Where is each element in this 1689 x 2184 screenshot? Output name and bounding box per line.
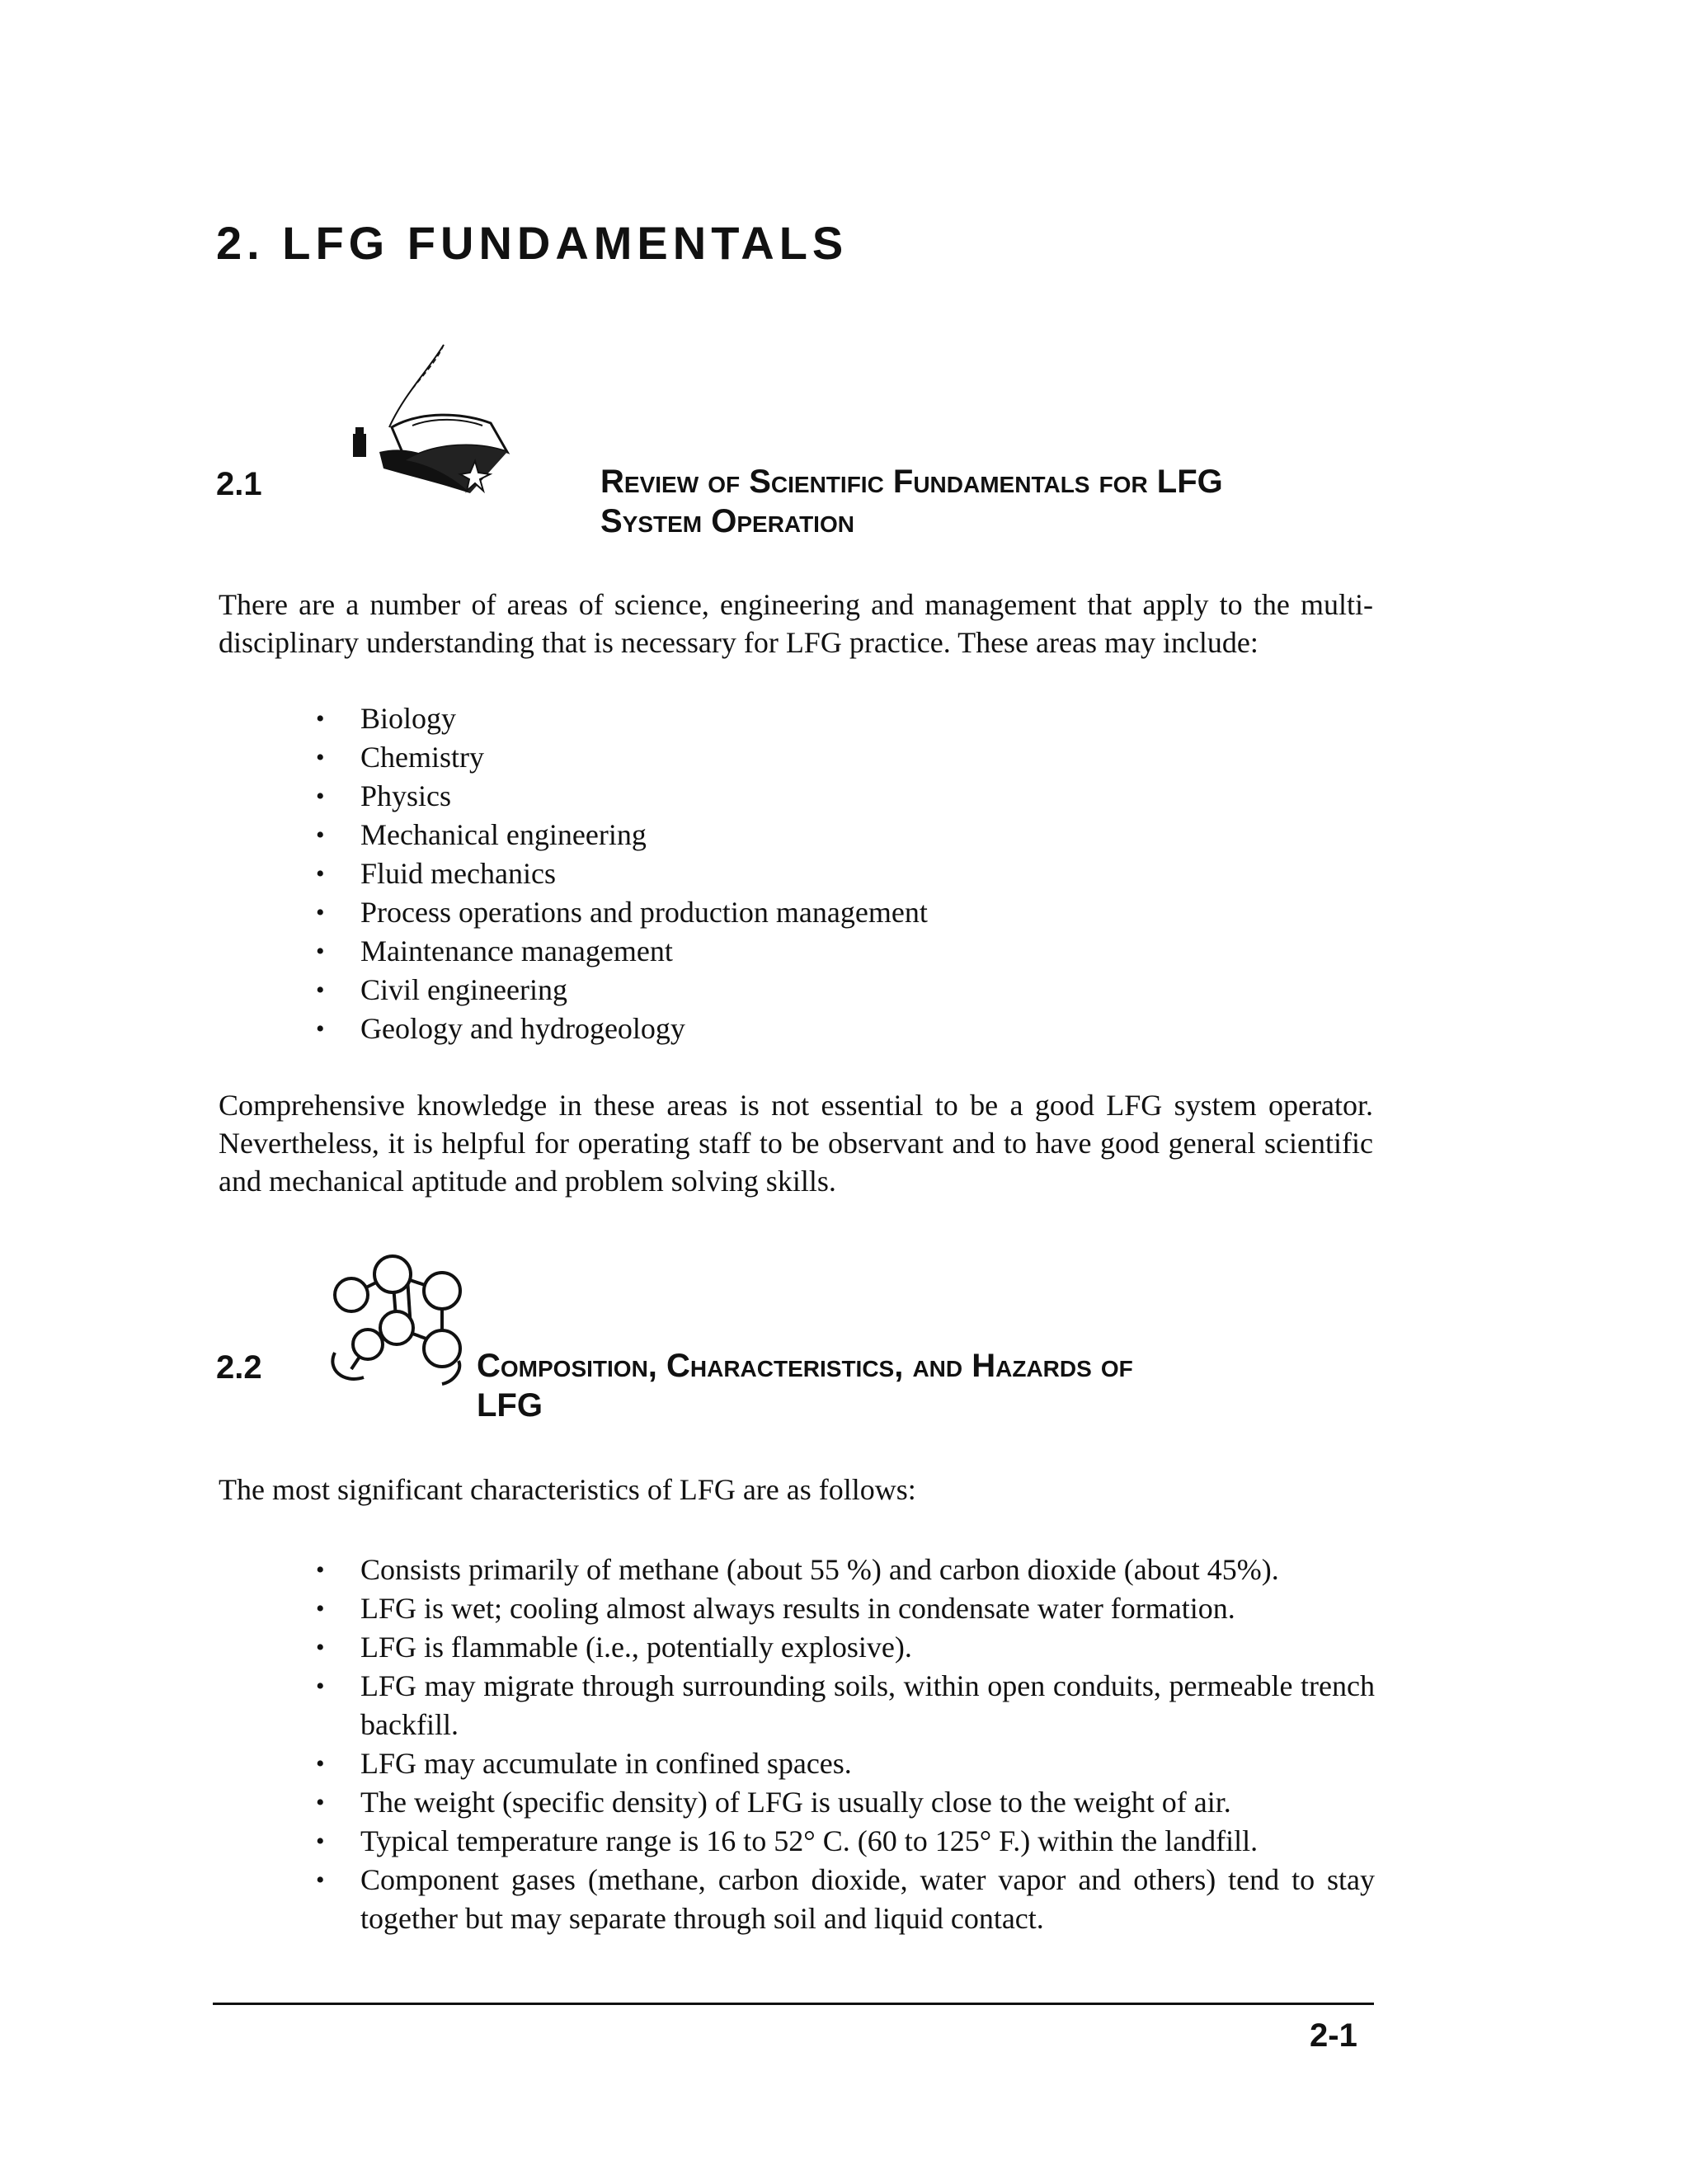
section-2-2-number: 2.2 [216,1349,262,1386]
list-item-text: The weight (specific density) of LFG is usually close to the weight of air. [360,1786,1231,1819]
list-item [316,1628,1375,1667]
bullet-icon: • [316,1556,325,1584]
list-item-text: Chemistry [360,741,484,774]
list-item [316,1861,1375,1938]
bullet-icon: • [316,705,325,732]
list-item-text: Geology and hydrogeology [360,1012,685,1045]
list-item-text: Component gases (methane, carbon dioxide, water vapor and others) tend to stay together but may separate through soil and liquid contact. [360,1863,1375,1935]
list-item-text: Physics [360,779,452,812]
list-item [316,1589,1375,1628]
book-quill-icon [346,337,536,501]
bullet-icon: • [316,1634,325,1661]
chapter-title: 2. LFG FUNDAMENTALS [216,217,849,269]
list-item [316,1783,1375,1822]
list-item-text: LFG may migrate through surrounding soils, within open conduits, permeable trench backfill. [360,1669,1375,1741]
bullet-icon: • [316,1789,325,1816]
section-2-2-title-line1: Composition, Characteristics, and Hazards of [477,1348,1133,1384]
list-item-text: Process operations and production management [360,896,928,929]
list-item [316,777,1375,816]
list-item [316,854,1375,893]
bullet-icon: • [316,744,325,771]
list-item-text: Consists primarily of methane (about 55 %) and carbon dioxide (about 45%). [360,1553,1279,1586]
list-item [316,1822,1375,1861]
list-item-text: Typical temperature range is 16 to 52° C. (60 to 125° F.) within the landfill. [360,1824,1259,1857]
list-item-text: LFG may accumulate in confined spaces. [360,1747,852,1780]
bullet-icon: • [316,938,325,965]
section-2-1-title [600,462,1223,541]
list-item [316,816,1375,854]
section-2-1-title-line2: System Operation [600,503,854,539]
list-item [316,932,1375,971]
list-item [316,893,1375,932]
list-item [316,738,1375,777]
list-item-text: LFG is wet; cooling almost always results in condensate water formation. [360,1592,1235,1625]
list-item-text: Fluid mechanics [360,857,556,890]
page-number: 2-1 [1310,2017,1357,2054]
bullet-icon: • [316,1595,325,1622]
list-item [316,1667,1375,1744]
footer-rule [213,2003,1374,2005]
bullet-icon: • [316,860,325,887]
list-item [316,699,1375,738]
section-2-2-title-line2: LFG [477,1387,543,1424]
section-2-1-outro: Comprehensive knowledge in these areas is not essential to be a good LFG system operator. Nevertheless, it is helpful for operating staff to be observant and to have good general scientific and mechanical aptitude and problem solving skills. [219,1089,1373,1198]
bullet-icon: • [316,1866,325,1894]
section-2-1-title-line1: Review of Scientific Fundamentals for LFG [600,464,1223,500]
list-item-text: Maintenance management [360,934,673,967]
bullet-icon: • [316,1673,325,1700]
list-item-text: Civil engineering [360,973,567,1006]
section-2-2-list [316,1551,1375,1938]
bullet-icon: • [316,783,325,810]
bullet-icon: • [316,1750,325,1777]
list-item-text: Mechanical engineering [360,818,647,851]
bullet-icon: • [316,977,325,1004]
list-item [316,1010,1375,1048]
list-item [316,1551,1375,1589]
list-item-text: LFG is flammable (i.e., potentially explosive). [360,1631,912,1664]
section-2-2-title [477,1346,1133,1425]
section-2-1-intro: There are a number of areas of science, engineering and management that apply to the multi-disciplinary understanding that is necessary for LFG practice. These areas may include: [219,588,1373,659]
list-item [316,1744,1375,1783]
bullet-icon: • [316,1015,325,1043]
bullet-icon: • [316,821,325,849]
bullet-icon: • [316,899,325,926]
list-item [316,971,1375,1010]
bullet-icon: • [316,1828,325,1855]
section-2-1-number: 2.1 [216,466,262,502]
molecule-icon [318,1245,483,1386]
list-item-text: Biology [360,702,457,735]
section-2-2-intro: The most significant characteristics of LFG are as follows: [219,1473,916,1506]
section-2-1-list [316,699,1375,1048]
